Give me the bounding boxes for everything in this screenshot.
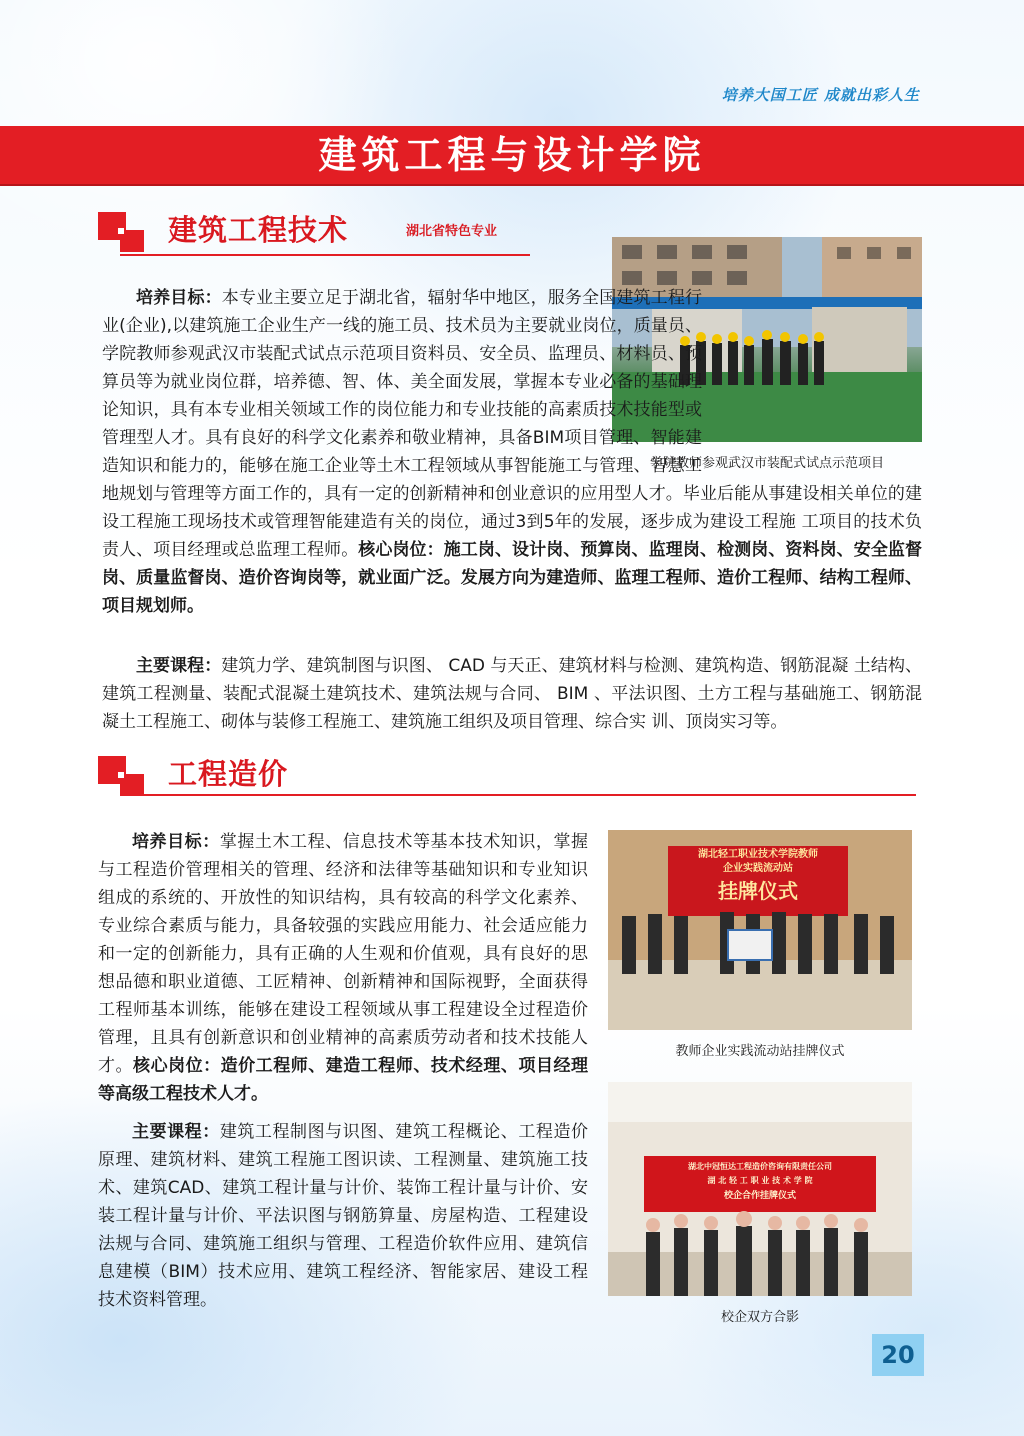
- photo-float-spacer: [702, 284, 922, 474]
- section-divider: [120, 254, 530, 256]
- section2-goal-paragraph: [98, 828, 588, 1108]
- goal-label: 培养目标：: [132, 832, 220, 852]
- plaque-banner-text: 湖北轻工职业技术学院教师 企业实践流动站 挂牌仪式: [698, 849, 818, 903]
- page-number: 20: [872, 1334, 924, 1376]
- goal-text: 本专业主要立足于湖北省，辐射华中地区，服务全国建筑工程行业(企业),以建筑施工企业生产一线的施工员、技术员为主要就业岗位，质量员、学院教师参观武汉市装配式试点示范项目资料员、安全员、监理员、材料员、预算员等为就业岗位群，培养德、智、体、美全面发展，掌握本专业必备的基础理论知识，具有本专业相关领域工作的岗位能力和专业技能的高素质技术技能型或管理型人才。具有良好的科学文化素养和敬业精神，具备BIM项目管理、智能建造知识和能力的，能够在施工企业等土木工程领域从事智能施工与管理、智慧工地规划与管理等方面工作的，具有一定的创新精神和创业意识的应用型人才。毕业后能从事建设相关单位的建设工程施工现场技术或管理智能建造有关的岗位，通过3到5年的发展，逐步成为建设工程施 工项目的技术负责人、项目经理或总监理工程师。: [102, 288, 922, 560]
- core-positions-text: 核心岗位：施工岗、设计岗、预算岗、监理岗、检测岗、资料岗、安全监督岗、质量监督岗、造价咨询岗等，就业面广泛。发展方向为建造师、监理工程师、造价工程师、结构工程师、项目规划师。: [102, 540, 923, 616]
- section-title-construction: 建筑工程技术: [168, 213, 349, 247]
- section-divider: [120, 794, 916, 796]
- course-text: 建筑力学、建筑制图与识图、 CAD 与天正、建筑材料与检测、建筑构造、钢筋混凝 土结构、建筑工程测量、装配式混凝土建筑技术、建筑法规与合同、 BIM 、平法识图、土方工程与基础施工、钢筋混凝土工程施工、砌体与装修工程施工、建筑施工组织及项目管理、综合实 训、顶岗实习等。: [102, 656, 922, 732]
- section-tag: 湖北省特色专业: [406, 224, 498, 239]
- course-label: 主要课程：: [136, 656, 222, 676]
- section1-goal-paragraph: [102, 284, 922, 620]
- course-text: 建筑工程制图与识图、建筑工程概论、工程造价原理、建筑材料、建筑工程施工图识读、工程测量、建筑施工技术、建筑CAD、建筑工程计量与计价、装饰工程计量与计价、安装工程计量与计价、平法识图与钢筋算量、房屋构造、工程建设法规与合同、建筑施工组织与管理、工程造价软件应用、建筑信息建模（BIM）技术应用、建筑工程经济、智能家居、建设工程技术资料管理。: [98, 1122, 589, 1310]
- plaque-ceremony-photo: [608, 830, 912, 1030]
- page-title: 建筑工程与设计学院: [0, 126, 1024, 184]
- section1-course-paragraph: [102, 652, 922, 736]
- goal-label: 培养目标：: [136, 288, 222, 308]
- group-banner-text: 湖北中冠恒达工程造价咨询有限责任公司 湖 北 轻 工 职 业 技 术 学 院 校企合作挂牌仪式: [688, 1162, 832, 1201]
- photo-caption-group: 校企双方合影: [720, 1310, 799, 1325]
- goal-text: 掌握土木工程、信息技术等基本技术知识，掌握与工程造价管理相关的管理、经济和法律等基础知识和专业知识组成的系统的、开放性的知识结构，具有较高的科学文化素养、专业综合素质与能力，具备较强的实践应用能力、社会适应能力和一定的创新能力，具有正确的人生观和价值观，具有良好的思想品德和职业道德、工匠精神、创新精神和国际视野，全面获得工程师基本训练，能够在建设工程领域从事工程建设全过程造价管理，且具有创新意识和创业精神的高素质劳动者和技术技能人才。: [98, 832, 589, 1076]
- core-positions-text: 核心岗位：造价工程师、建造工程师、技术经理、项目经理等高级工程技术人才。: [98, 1056, 589, 1104]
- section2-course-paragraph: [98, 1118, 588, 1314]
- photo-caption-site-visit: 学院教师参观武汉市装配式试点示范项目: [649, 456, 884, 471]
- course-label: 主要课程：: [132, 1122, 220, 1142]
- photo-caption-plaque: 教师企业实践流动站挂牌仪式: [675, 1044, 845, 1059]
- group-photo: [608, 1082, 912, 1296]
- header-slogan: 培养大国工匠 成就出彩人生: [721, 86, 920, 104]
- section-title-cost: 工程造价: [168, 757, 289, 791]
